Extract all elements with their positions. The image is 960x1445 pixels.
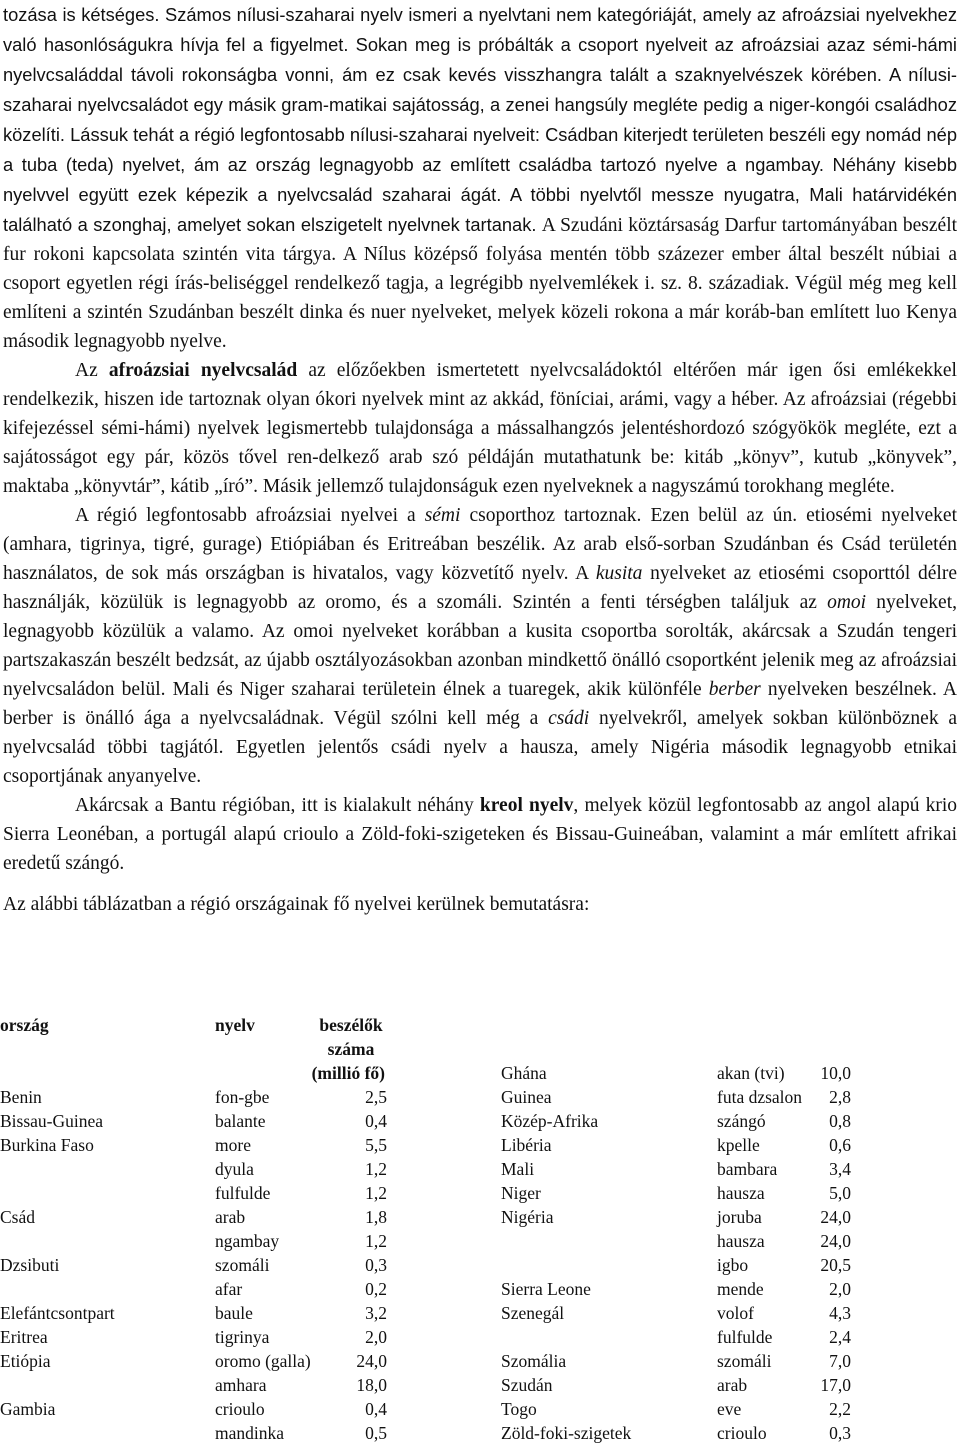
text-sans-segment: tozása is kétséges. Számos nílusi-szaharai nyelv ismeri a nyelvtani nem kategóriáját, amely az afroázsiai nyelvekhez való hasonlóságukra hívja fel a figyelmet. Sokan meg is próbálták a csoport nyelveit az afroázsiai azaz sémi-hámi nyelvcsaláddal távoli rokonságba vonni, ám ez csak kevés visszhangra talált a szaknyelvészek körében. A nílusi-szaharai nyelvcsaládot egy másik gram-matikai sajátosság, a zenei hangsúly megléte pedig a niger-kongói családhoz közelíti. Lássuk tehát a régió legfontosabb nílusi-szaharai nyelveit: Csádban kiterjedt területen beszéli egy nomád nép a tuba (teda) nyelvet, ám az ország legnagyobb az említett családba tartozó nyelve a ngambay. Néhány kisebb nyelvvel együtt ezek képezik a nyelvcsalád szaharai ágát. A többi nyelvtől messze nyugatra, Mali határvidékén található a szonghaj, amelyet sokan elszigetelt nyelvnek tartanak.	[3, 4, 957, 235]
cell-country: Zöld-foki-szigetek	[501, 1423, 632, 1443]
cell-country	[0, 1229, 215, 1253]
cell-speakers: 0,3	[829, 1423, 851, 1443]
cell-country: Nigéria	[501, 1207, 554, 1227]
languages-table	[0, 1013, 851, 1445]
cell-speakers: 3,2	[365, 1303, 387, 1323]
cell-speakers: 0,5	[365, 1423, 387, 1443]
cell-language: szángó	[717, 1111, 766, 1131]
paragraph-afroasiatic	[3, 356, 957, 501]
cell-speakers: 0,4	[365, 1399, 387, 1419]
cell-language: oromo (galla)	[215, 1351, 311, 1371]
cell-country: Niger	[501, 1183, 541, 1203]
cell-country: Guinea	[501, 1087, 552, 1107]
cell-language: volof	[717, 1303, 754, 1323]
text-segment: nyelveket, legnagyobb közülük a valamo. Az omoi nyelveket korábban a kusita csoportba sorolták, akárcsak a Szudán tengeri partszakaszán beszélt bedzsát, az újabb osztályozásokban azonban mindkettő önálló csoportként jelenik meg az afroázsiai nyelvcsaládon belül. Mali és Niger szaharai területein élnek a tuaregek, akik különféle	[3, 592, 957, 700]
text-segment: Akárcsak a Bantu régióban, itt is kialakult néhány	[75, 795, 480, 816]
cell-language: joruba	[717, 1207, 762, 1227]
cell-country	[501, 1325, 717, 1349]
cell-speakers: 0,3	[365, 1255, 387, 1275]
cell-speakers: 5,0	[829, 1183, 851, 1203]
paragraph-creole	[3, 791, 957, 878]
header-speakers: beszélők száma	[319, 1015, 383, 1059]
cell-language: fulfulde	[215, 1183, 271, 1203]
term-omoi: omoi	[827, 592, 867, 613]
text-segment: az előzőekben ismertetett nyelvcsaládoktól eltérően már igen ősi emlékekkel rendelkezik, hiszen ide tartoznak olyan ókori nyelvek mint az akkád, föníciai, arámi, vagy a héber. Az afroázsiai (régebbi kifejezéssel sémi-hámi) nyelvek legismertebb tulajdonsága a mássalhangzós jelentéshordozó szógyökök megléte, ezt a sajátosságot egy pár, közös tővel ren-delkező arab szó példáján mutathatunk be: kitáb „könyv”, kutub „könyvek”, maktaba „könyvtár”, kátib „író”. Másik jellemző tulajdonságuk ezen nyelveknek a nagyszámú torokhang megléte.	[3, 360, 957, 497]
term-csadi: csádi	[548, 708, 590, 729]
cell-speakers: 24,0	[356, 1351, 387, 1371]
cell-language: mende	[717, 1279, 764, 1299]
text-serif-segment: A Nílus középső folyása mentén több százezer ember által beszélt núbiai a csoport egyetlen régi írás-beliséggel rendelkező tagja, a legrégibb nyelvemlékek i. sz. 8. századiak. Végül még meg kell említeni a szintén Szudánban beszélt dinka és nuer nyelveket, melyek közeli rokona a már koráb-ban említett luo Kenya második legnagyobb nyelve.	[3, 244, 957, 352]
term-kusita: kusita	[595, 563, 643, 584]
table-row	[0, 1373, 851, 1397]
cell-language: crioulo	[717, 1423, 767, 1443]
cell-country	[0, 1373, 215, 1397]
cell-country: Szomália	[501, 1351, 567, 1371]
table-row	[0, 1109, 851, 1133]
table-row	[0, 1397, 851, 1421]
cell-language: hausza	[717, 1231, 765, 1251]
cell-speakers: 1,2	[365, 1183, 387, 1203]
cell-language: more	[215, 1135, 251, 1155]
table-row	[0, 1061, 851, 1085]
cell-speakers: 18,0	[356, 1375, 387, 1395]
cell-speakers: 2,0	[365, 1327, 387, 1347]
cell-speakers: 1,8	[365, 1207, 387, 1227]
cell-speakers: 7,0	[829, 1351, 851, 1371]
cell-speakers: 5,5	[365, 1135, 387, 1155]
cell-language: akan (tvi)	[717, 1063, 785, 1083]
cell-speakers: 2,0	[829, 1279, 851, 1299]
cell-country: Elefántcsontpart	[0, 1303, 115, 1323]
table-row	[0, 1205, 851, 1229]
table-intro: Az alábbi táblázatban a régió országainak fő nyelvei kerülnek bemutatásra:	[3, 894, 590, 915]
header-country: ország	[0, 1015, 49, 1035]
cell-speakers: 17,0	[820, 1375, 851, 1395]
table-row	[0, 1349, 851, 1373]
cell-country: Bissau-Guinea	[0, 1111, 104, 1131]
cell-language: bambara	[717, 1159, 778, 1179]
cell-language: szomáli	[717, 1351, 772, 1371]
cell-country: Benin	[0, 1087, 42, 1107]
paragraph-nilo-saharan	[3, 0, 957, 356]
paragraph-semitic	[3, 501, 957, 791]
text-segment: nyelvekről, amelyek sokban különböznek a nyelvcsalád többi tagjától. Egyetlen jelentős csádi nyelv a hausza, amely Nigéria második legnagyobb etnikai csoportjának anyanyelve.	[3, 708, 957, 787]
cell-country: Gambia	[0, 1399, 56, 1419]
cell-speakers: 20,5	[820, 1255, 851, 1275]
cell-language: fulfulde	[717, 1327, 773, 1347]
cell-language: afar	[215, 1279, 243, 1299]
header-language: nyelv	[215, 1015, 255, 1035]
term-kreol: kreol nyelv	[479, 795, 574, 816]
cell-language: futa dzsalon	[717, 1087, 803, 1107]
cell-country: Eritrea	[0, 1327, 48, 1347]
cell-country	[0, 1157, 215, 1181]
cell-speakers: 0,8	[829, 1111, 851, 1131]
cell-country	[0, 1421, 215, 1445]
cell-speakers: 0,4	[365, 1111, 387, 1131]
cell-language: mandinka	[215, 1423, 285, 1443]
cell-language: igbo	[717, 1255, 749, 1275]
table-row	[0, 1421, 851, 1445]
cell-speakers: 2,2	[829, 1399, 851, 1419]
cell-country: Sierra Leone	[501, 1279, 591, 1299]
cell-speakers: 0,2	[365, 1279, 387, 1299]
cell-speakers: 4,3	[829, 1303, 851, 1323]
cell-country: Csád	[0, 1207, 35, 1227]
document-page	[3, 0, 957, 919]
table-row	[0, 1157, 851, 1181]
cell-language: ngambay	[215, 1231, 280, 1251]
cell-language: hausza	[717, 1183, 765, 1203]
cell-country: Mali	[501, 1159, 535, 1179]
cell-country	[0, 1277, 215, 1301]
header-million: (millió fő)	[311, 1063, 385, 1083]
cell-speakers: 2,4	[829, 1327, 851, 1347]
cell-language: eve	[717, 1399, 742, 1419]
cell-language: amhara	[215, 1375, 267, 1395]
text-sans-segment: A Szudáni köztársaság Darfur tartományában beszélt fur rokoni kapcsolata szintén vita tárgya.	[3, 215, 958, 265]
table-row	[0, 1181, 851, 1205]
term-afroasiatic: afroázsiai nyelvcsalád	[108, 360, 298, 381]
text-segment: csoporthoz tartoznak. Ezen belül az ún. etiosémi nyelveket (amhara, tigrinya, tigré, gurage) Etiópiában és Eritreában beszélik. Az arab első-sorban Szudánban és Csád területén használatos, de sok más országban is hivatalos, vagy közvetítő nyelv. A	[3, 505, 957, 584]
cell-speakers: 1,2	[365, 1231, 387, 1251]
cell-language: arab	[717, 1375, 748, 1395]
cell-country	[0, 1181, 215, 1205]
text-segment: , melyek közül legfontosabb az angol alapú krio Sierra Leonéban, a portugál alapú crioulo a Zöld-foki-szigeteken és Bissau-Guineában, valamint a már említett afrikai eredetű szángó.	[3, 795, 957, 874]
text-segment: Az	[75, 360, 109, 381]
cell-language: arab	[215, 1207, 246, 1227]
cell-country: Dzsibuti	[0, 1255, 60, 1275]
table-header-row	[0, 1013, 851, 1061]
table-row	[0, 1277, 851, 1301]
text-segment: nyelveken beszélnek. A berber is önálló ága a nyelvcsaládnak. Végül szólni kell még a	[3, 679, 957, 729]
cell-speakers: 2,5	[365, 1087, 387, 1107]
cell-language: szomáli	[215, 1255, 270, 1275]
cell-language: kpelle	[717, 1135, 760, 1155]
cell-language: dyula	[215, 1159, 254, 1179]
cell-country: Etiópia	[0, 1351, 51, 1371]
table-row	[0, 1229, 851, 1253]
cell-language: crioulo	[215, 1399, 265, 1419]
table-row	[0, 1085, 851, 1109]
cell-language: fon-gbe	[215, 1087, 270, 1107]
table-row	[0, 1133, 851, 1157]
cell-country	[501, 1253, 717, 1277]
table-row	[0, 1301, 851, 1325]
cell-country: Ghána	[501, 1063, 547, 1083]
cell-country: Közép-Afrika	[501, 1111, 599, 1131]
term-berber: berber	[708, 679, 761, 700]
cell-country: Szenegál	[501, 1303, 565, 1323]
table-row	[0, 1253, 851, 1277]
text-segment: nyelveket az etiosémi csoporttól délre használják, közülük is legnagyobb az oromo, és a szomáli. Szintén a fenti térségben találjuk az	[3, 563, 957, 613]
term-semi: sémi	[424, 505, 461, 526]
cell-speakers: 0,6	[829, 1135, 851, 1155]
cell-speakers: 2,8	[829, 1087, 851, 1107]
table-row	[0, 1325, 851, 1349]
cell-speakers: 10,0	[820, 1063, 851, 1083]
cell-speakers: 24,0	[820, 1207, 851, 1227]
cell-language: tigrinya	[215, 1327, 270, 1347]
cell-speakers: 3,4	[829, 1159, 851, 1179]
cell-country	[501, 1229, 717, 1253]
cell-country: Libéria	[501, 1135, 552, 1155]
cell-country: Burkina Faso	[0, 1135, 94, 1155]
cell-language: balante	[215, 1111, 266, 1131]
cell-country: Togo	[501, 1399, 537, 1419]
cell-language: baule	[215, 1303, 253, 1323]
cell-country: Szudán	[501, 1375, 553, 1395]
text-segment: A régió legfontosabb afroázsiai nyelvei a	[75, 505, 425, 526]
cell-speakers: 1,2	[365, 1159, 387, 1179]
cell-speakers: 24,0	[820, 1231, 851, 1251]
